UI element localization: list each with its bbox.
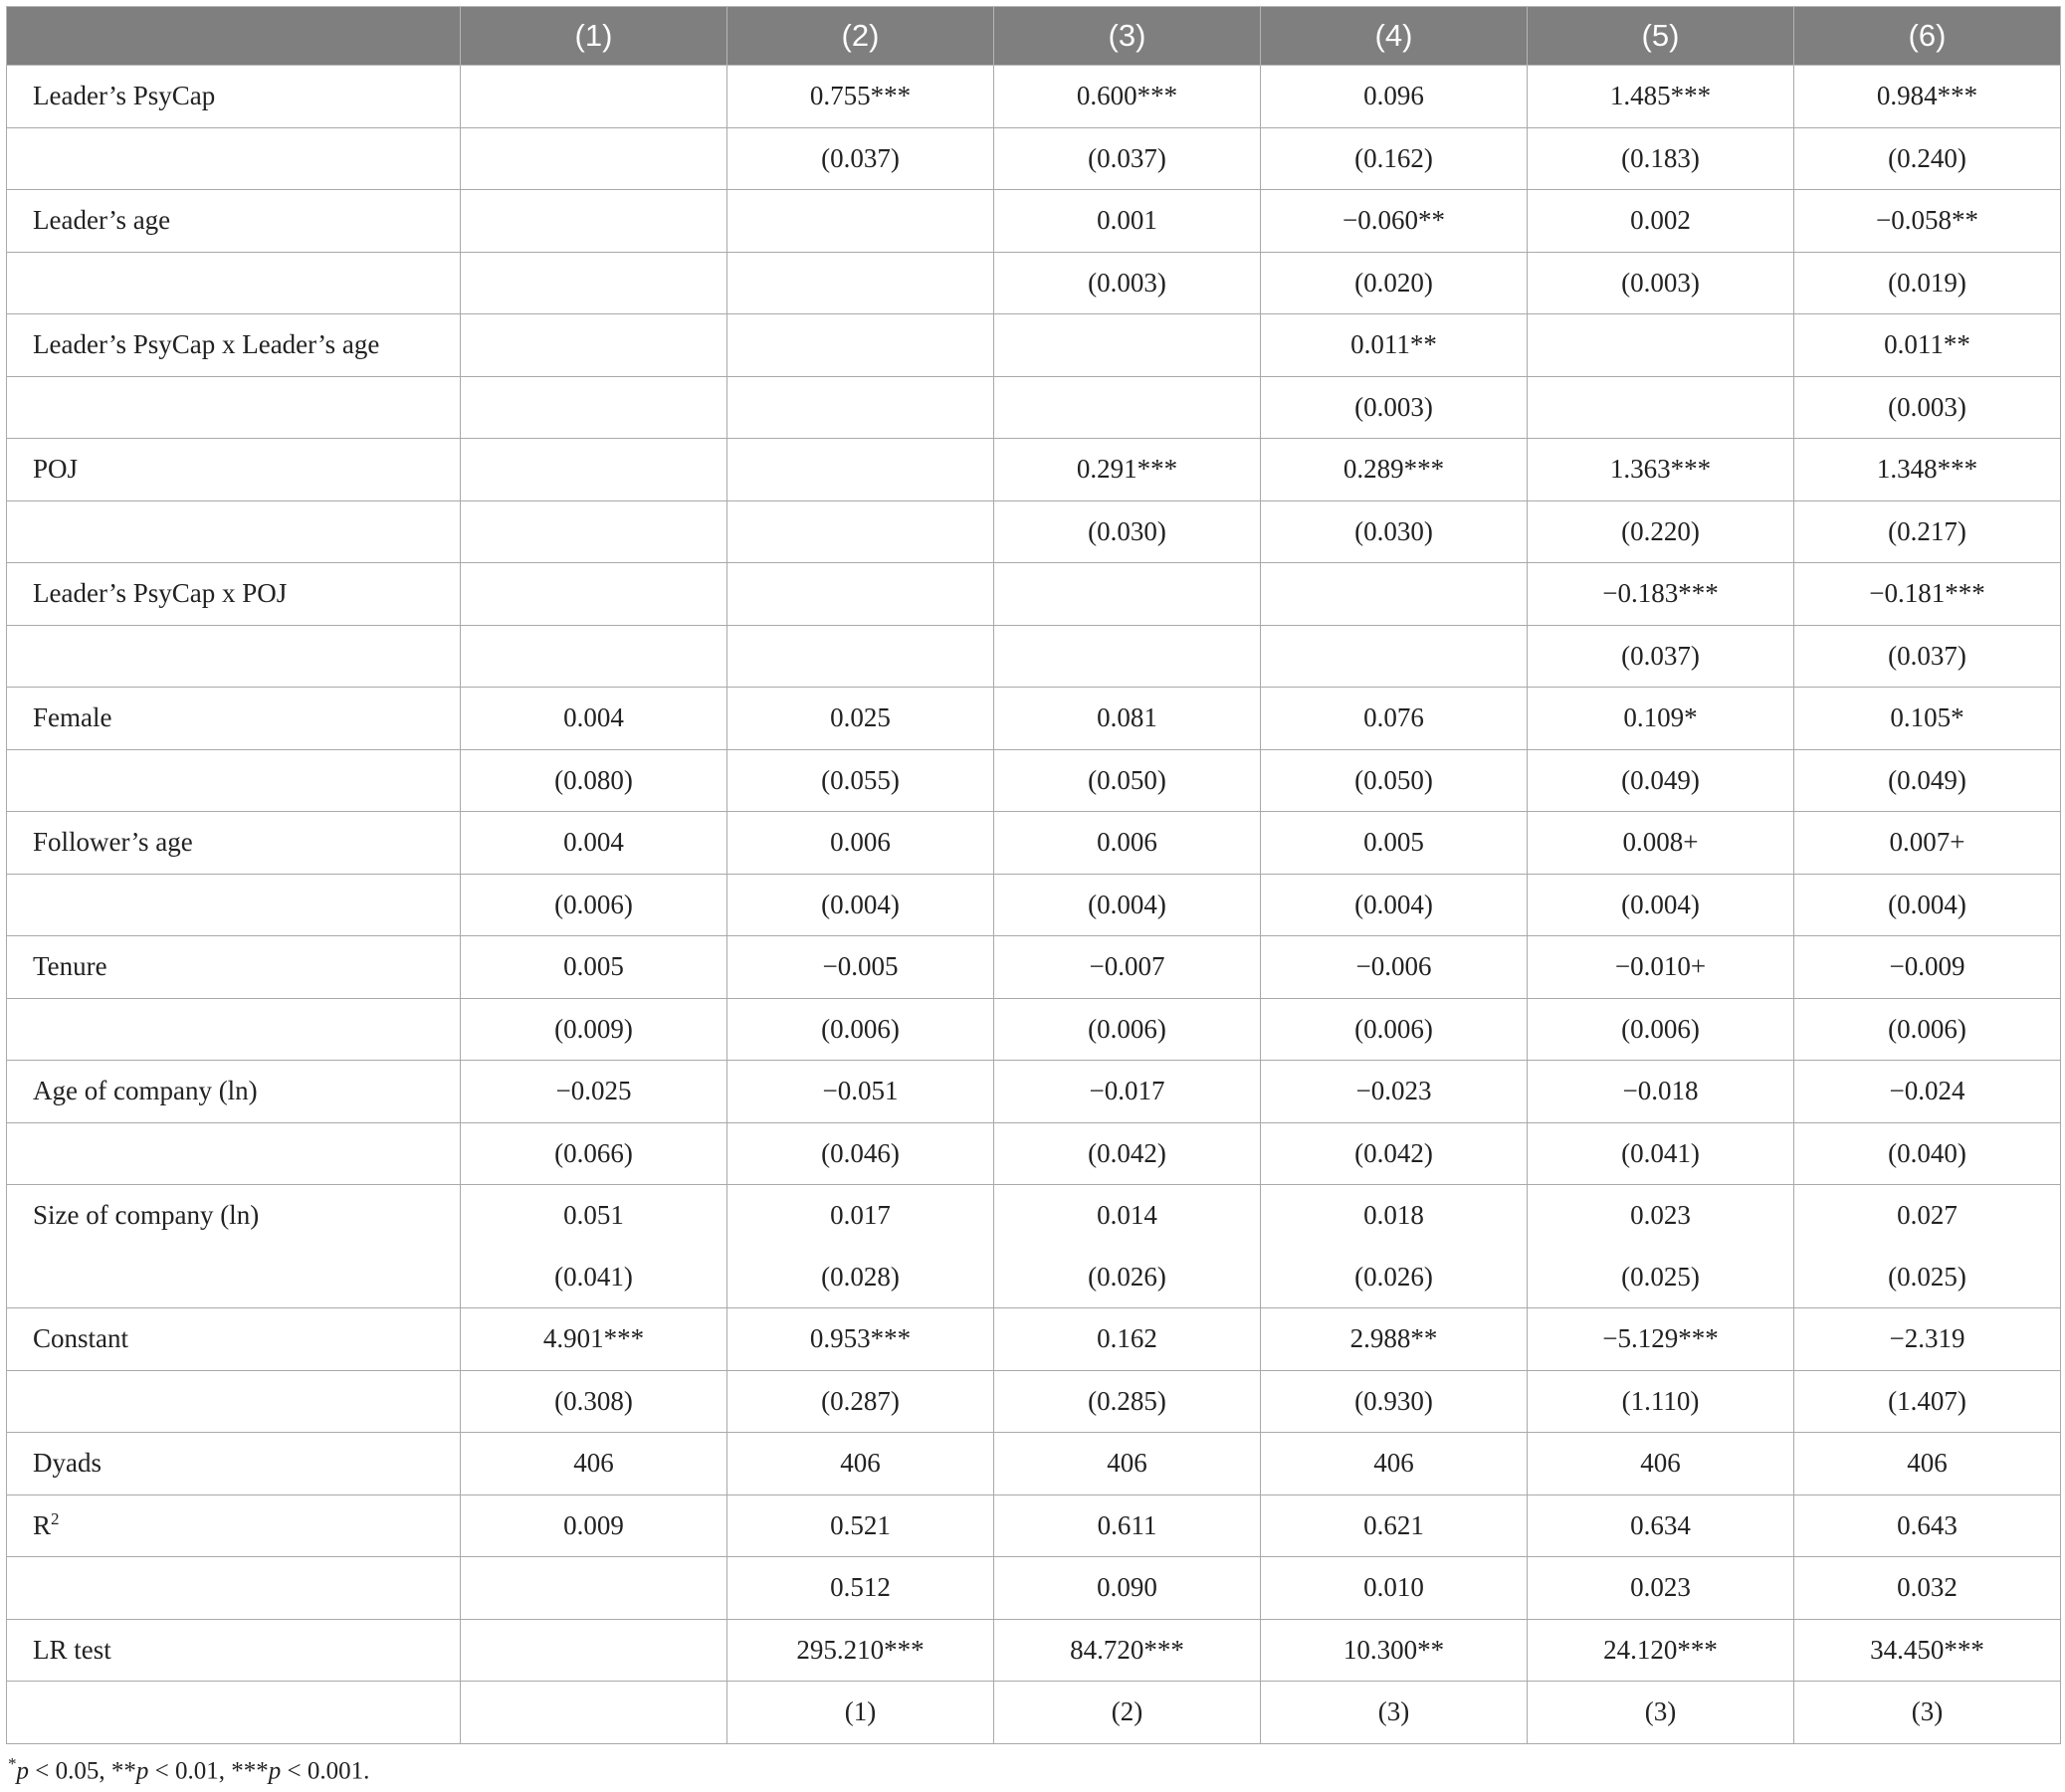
cell-model-1 [461,1682,727,1744]
cell-model-1 [461,127,727,190]
cell-model-4: (0.026) [1261,1247,1528,1308]
table-row [7,1061,2061,1123]
row-label [7,1619,461,1682]
row-label-text: LR test [33,1634,111,1665]
cell-model-2: (0.287) [727,1370,994,1433]
cell-model-4: 0.005 [1261,812,1528,875]
cell-model-4: (0.042) [1261,1122,1528,1185]
cell-model-4: (0.006) [1261,998,1528,1061]
header-cell-model-2: (2) [727,7,994,66]
cell-model-6: (0.006) [1794,998,2061,1061]
cell-model-6: (0.040) [1794,1122,2061,1185]
row-label [7,376,461,439]
cell-model-3: (0.030) [994,500,1261,563]
cell-model-2: 0.512 [727,1557,994,1620]
cell-model-1: 0.004 [461,812,727,875]
cell-model-6: (0.004) [1794,874,2061,936]
cell-model-5: (0.049) [1528,749,1794,812]
row-label-text: Leader’s PsyCap x POJ [33,578,288,609]
cell-model-2 [727,439,994,501]
cell-model-1 [461,439,727,501]
cell-model-5: 0.634 [1528,1494,1794,1557]
cell-model-1: 0.051 [461,1185,727,1247]
cell-model-1: (0.009) [461,998,727,1061]
regression-table [6,6,2061,1744]
cell-model-1 [461,252,727,314]
cell-model-2: 295.210*** [727,1619,994,1682]
table-row [7,749,2061,812]
cell-model-4: (0.050) [1261,749,1528,812]
cell-model-3 [994,625,1261,688]
cell-model-6: (0.217) [1794,500,2061,563]
cell-model-6: −2.319 [1794,1308,2061,1371]
row-label-text: Size of company (ln) [33,1200,260,1231]
cell-model-5: (3) [1528,1682,1794,1744]
cell-model-5 [1528,376,1794,439]
cell-model-5: 406 [1528,1433,1794,1495]
table-row [7,127,2061,190]
cell-model-4: (0.930) [1261,1370,1528,1433]
cell-model-1: (0.066) [461,1122,727,1185]
cell-model-1 [461,500,727,563]
cell-model-5: (0.025) [1528,1247,1794,1308]
cell-model-6: 0.007+ [1794,812,2061,875]
header-cell-model-4: (4) [1261,7,1528,66]
row-label [7,936,461,999]
header-cell-model-1: (1) [461,7,727,66]
cell-model-3: 0.162 [994,1308,1261,1371]
cell-model-5: 0.023 [1528,1185,1794,1247]
cell-model-4: 0.621 [1261,1494,1528,1557]
cell-model-1 [461,314,727,377]
row-label [7,563,461,626]
cell-model-3: 0.600*** [994,66,1261,128]
row-label [7,688,461,750]
cell-model-2: (0.055) [727,749,994,812]
cell-model-3: 0.090 [994,1557,1261,1620]
cell-model-1: 4.901*** [461,1308,727,1371]
cell-model-6: 0.027 [1794,1185,2061,1247]
table-row [7,812,2061,875]
cell-model-4: (0.020) [1261,252,1528,314]
note-t1: < 0.05, ** [29,1757,136,1785]
cell-model-4: (0.004) [1261,874,1528,936]
table-row [7,1185,2061,1247]
cell-model-2: −0.005 [727,936,994,999]
cell-model-6: (0.003) [1794,376,2061,439]
cell-model-6: −0.058** [1794,190,2061,253]
cell-model-3: 0.611 [994,1494,1261,1557]
table-row [7,1682,2061,1744]
cell-model-4: (0.162) [1261,127,1528,190]
cell-model-5: (0.003) [1528,252,1794,314]
cell-model-5: 1.363*** [1528,439,1794,501]
row-label-text: Leader’s PsyCap x Leader’s age [33,329,380,360]
significance-note [8,1754,369,1785]
cell-model-2: 0.521 [727,1494,994,1557]
row-label [7,1370,461,1433]
regression-table-container [6,6,2060,1744]
table-row [7,1557,2061,1620]
row-label [7,252,461,314]
table-row [7,190,2061,253]
table-row [7,1433,2061,1495]
cell-model-4: 0.010 [1261,1557,1528,1620]
row-label [7,190,461,253]
table-row [7,500,2061,563]
cell-model-3: 0.081 [994,688,1261,750]
cell-model-5: 1.485*** [1528,66,1794,128]
row-label-text: Tenure [33,951,107,982]
header-cell-model-6: (6) [1794,7,2061,66]
cell-model-2 [727,190,994,253]
cell-model-3: 84.720*** [994,1619,1261,1682]
cell-model-1: −0.025 [461,1061,727,1123]
table-row [7,688,2061,750]
cell-model-1 [461,66,727,128]
cell-model-3: 0.001 [994,190,1261,253]
row-label [7,66,461,128]
table-row [7,439,2061,501]
cell-model-6: (0.025) [1794,1247,2061,1308]
cell-model-2 [727,563,994,626]
cell-model-3: (0.050) [994,749,1261,812]
table-row [7,1370,2061,1433]
cell-model-2: 0.006 [727,812,994,875]
row-label-text: Leader’s age [33,205,171,236]
table-row [7,314,2061,377]
cell-model-4: 10.300** [1261,1619,1528,1682]
table-row [7,998,2061,1061]
row-label [7,1308,461,1371]
table-row [7,1494,2061,1557]
cell-model-1: 406 [461,1433,727,1495]
cell-model-5: 24.120*** [1528,1619,1794,1682]
cell-model-3: (0.037) [994,127,1261,190]
cell-model-5: −0.018 [1528,1061,1794,1123]
cell-model-3: 0.291*** [994,439,1261,501]
cell-model-3: −0.007 [994,936,1261,999]
cell-model-6: 0.011** [1794,314,2061,377]
cell-model-3: (0.026) [994,1247,1261,1308]
cell-model-3 [994,376,1261,439]
row-label [7,1433,461,1495]
row-label [7,625,461,688]
cell-model-2 [727,314,994,377]
cell-model-6: 0.032 [1794,1557,2061,1620]
cell-model-5: (0.037) [1528,625,1794,688]
cell-model-2 [727,252,994,314]
row-label [7,998,461,1061]
cell-model-4: (0.030) [1261,500,1528,563]
cell-model-3: (0.042) [994,1122,1261,1185]
row-label-text: Follower’s age [33,827,193,858]
cell-model-2 [727,500,994,563]
cell-model-4 [1261,563,1528,626]
row-label [7,749,461,812]
cell-model-1: 0.004 [461,688,727,750]
row-label-text: R [33,1510,52,1541]
header-cell-model-5: (5) [1528,7,1794,66]
cell-model-2: (0.006) [727,998,994,1061]
table-row [7,1247,2061,1308]
table-row [7,66,2061,128]
note-p3: p [268,1757,282,1785]
cell-model-4: −0.060** [1261,190,1528,253]
cell-model-2: 0.953*** [727,1308,994,1371]
cell-model-2: (0.004) [727,874,994,936]
cell-model-4 [1261,625,1528,688]
cell-model-6: −0.181*** [1794,563,2061,626]
cell-model-4: 2.988** [1261,1308,1528,1371]
row-label [7,1682,461,1744]
cell-model-1 [461,190,727,253]
table-row [7,563,2061,626]
row-label [7,500,461,563]
cell-model-2 [727,625,994,688]
cell-model-6: 0.643 [1794,1494,2061,1557]
row-label [7,314,461,377]
cell-model-5: 0.023 [1528,1557,1794,1620]
cell-model-4: −0.023 [1261,1061,1528,1123]
row-label-text: Female [33,702,112,733]
cell-model-3: 0.014 [994,1185,1261,1247]
cell-model-5: −0.183*** [1528,563,1794,626]
cell-model-1 [461,563,727,626]
cell-model-2 [727,376,994,439]
table-row [7,1308,2061,1371]
cell-model-1: (0.080) [461,749,727,812]
cell-model-6: (0.240) [1794,127,2061,190]
table-row [7,376,2061,439]
cell-model-5: (0.041) [1528,1122,1794,1185]
cell-model-4: −0.006 [1261,936,1528,999]
cell-model-1: (0.308) [461,1370,727,1433]
note-p2: p [135,1757,149,1785]
cell-model-3: (0.006) [994,998,1261,1061]
header-row [7,7,2061,66]
cell-model-2: −0.051 [727,1061,994,1123]
cell-model-6: (3) [1794,1682,2061,1744]
cell-model-3: (0.003) [994,252,1261,314]
row-label [7,1122,461,1185]
cell-model-2: 406 [727,1433,994,1495]
row-label [7,1247,461,1308]
cell-model-2: (1) [727,1682,994,1744]
cell-model-6: 34.450*** [1794,1619,2061,1682]
row-label [7,1185,461,1247]
cell-model-2: 0.017 [727,1185,994,1247]
table-row [7,874,2061,936]
cell-model-3: (0.004) [994,874,1261,936]
cell-model-6: (1.407) [1794,1370,2061,1433]
cell-model-6: 0.984*** [1794,66,2061,128]
cell-model-4: 0.011** [1261,314,1528,377]
row-label-text: POJ [33,454,79,485]
cell-model-5: 0.002 [1528,190,1794,253]
cell-model-4: 0.076 [1261,688,1528,750]
cell-model-5: 0.109* [1528,688,1794,750]
table-body [7,66,2061,1744]
cell-model-1: (0.006) [461,874,727,936]
row-label [7,1061,461,1123]
cell-model-4: 0.096 [1261,66,1528,128]
cell-model-6: −0.009 [1794,936,2061,999]
cell-model-1 [461,376,727,439]
cell-model-1: (0.041) [461,1247,727,1308]
cell-model-3: −0.017 [994,1061,1261,1123]
note-p1: p [16,1757,29,1785]
table-row [7,252,2061,314]
cell-model-5: (0.004) [1528,874,1794,936]
cell-model-3: 0.006 [994,812,1261,875]
cell-model-6: (0.037) [1794,625,2061,688]
cell-model-6: (0.019) [1794,252,2061,314]
cell-model-3 [994,314,1261,377]
cell-model-2: (0.037) [727,127,994,190]
row-label-text: Constant [33,1323,129,1354]
cell-model-5: (0.220) [1528,500,1794,563]
cell-model-1: 0.005 [461,936,727,999]
cell-model-6: 0.105* [1794,688,2061,750]
cell-model-1 [461,1619,727,1682]
cell-model-3 [994,563,1261,626]
note-t2: < 0.01, *** [148,1757,269,1785]
table-row [7,1122,2061,1185]
row-label [7,1494,461,1557]
cell-model-5: (0.006) [1528,998,1794,1061]
row-label-text: Age of company (ln) [33,1076,258,1106]
table-row [7,936,2061,999]
cell-model-5: (0.183) [1528,127,1794,190]
cell-model-5: −5.129*** [1528,1308,1794,1371]
cell-model-5: 0.008+ [1528,812,1794,875]
cell-model-6: (0.049) [1794,749,2061,812]
row-label [7,874,461,936]
cell-model-5: (1.110) [1528,1370,1794,1433]
note-t3: < 0.001. [281,1757,370,1785]
cell-model-4: 0.018 [1261,1185,1528,1247]
cell-model-6: 406 [1794,1433,2061,1495]
row-label [7,439,461,501]
cell-model-4: 0.289*** [1261,439,1528,501]
cell-model-1: 0.009 [461,1494,727,1557]
table-row [7,625,2061,688]
note-star: * [8,1754,17,1773]
row-label-text: Leader’s PsyCap [33,81,216,111]
header-cell-variable [7,7,461,66]
cell-model-2: 0.025 [727,688,994,750]
row-label [7,1557,461,1620]
row-label-text: Dyads [33,1448,102,1479]
cell-model-1 [461,1557,727,1620]
cell-model-5 [1528,314,1794,377]
cell-model-2: (0.028) [727,1247,994,1308]
cell-model-3: 406 [994,1433,1261,1495]
cell-model-2: 0.755*** [727,66,994,128]
cell-model-2: (0.046) [727,1122,994,1185]
row-label [7,812,461,875]
table-row [7,1619,2061,1682]
cell-model-6: −0.024 [1794,1061,2061,1123]
cell-model-4: (0.003) [1261,376,1528,439]
cell-model-1 [461,625,727,688]
cell-model-5: −0.010+ [1528,936,1794,999]
table-header [7,7,2061,66]
cell-model-4: (3) [1261,1682,1528,1744]
cell-model-6: 1.348*** [1794,439,2061,501]
row-label-superscript: 2 [51,1509,60,1529]
header-cell-model-3: (3) [994,7,1261,66]
row-label [7,127,461,190]
cell-model-3: (2) [994,1682,1261,1744]
cell-model-4: 406 [1261,1433,1528,1495]
cell-model-3: (0.285) [994,1370,1261,1433]
